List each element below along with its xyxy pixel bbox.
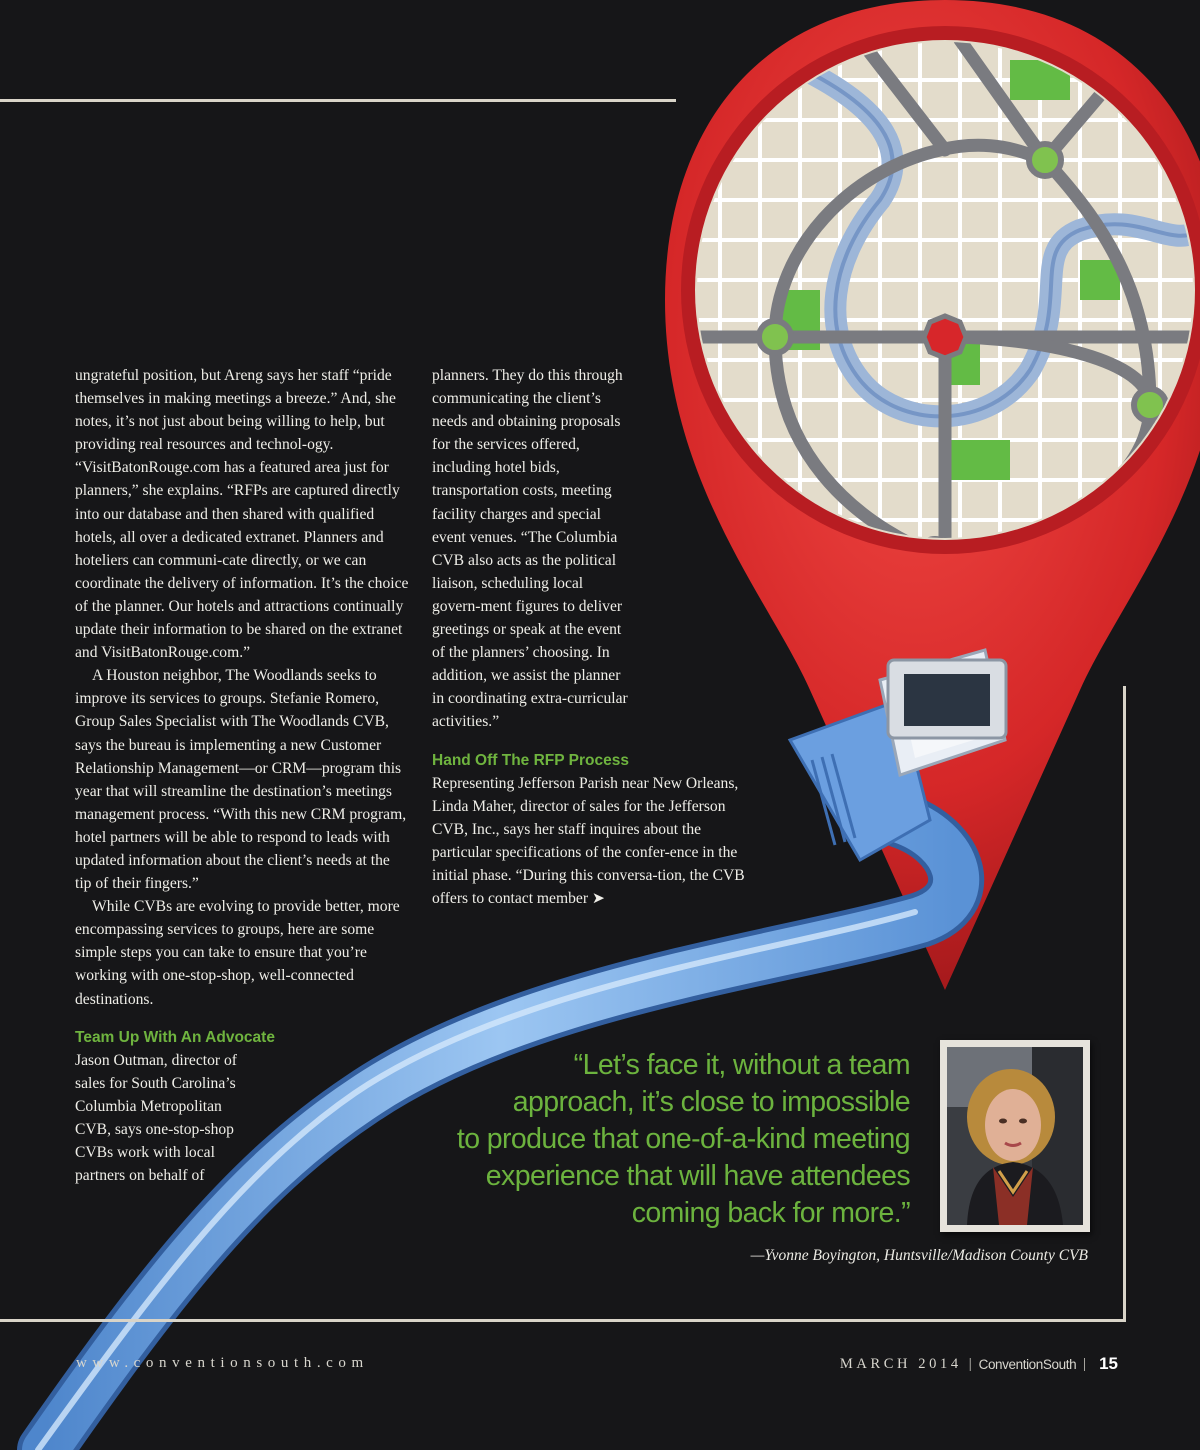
footer-folio bbox=[840, 1354, 1118, 1374]
pull-quote-line: coming back for more.” bbox=[631, 1197, 910, 1229]
article-column-1 bbox=[75, 364, 410, 1187]
paragraph: planners. They do this through communicating the client’s needs and obtaining proposals for the services offered, including hotel bids, transportation costs, meeting facility charges and special event venues. “The Columbia CVB also acts as the political liaison, scheduling local govern-ment figures to deliver greetings or speak at the event of the planners’ choosing. In addition, we assist the planner in coordinating extra-curricular activities.” bbox=[432, 367, 628, 731]
separator: | bbox=[968, 1355, 972, 1372]
paragraph: Representing Jefferson Parish near New Orleans, Linda Maher, director of sales for the Jefferson CVB, Inc., says her staff inquires about the particular specifications of the confer-ence in the initial phase. “During this conversa-tion, the CVB offers to contact member ➤ bbox=[432, 774, 745, 907]
page-number: 15 bbox=[1099, 1354, 1118, 1373]
pull-quote-line: experience that will have attendees bbox=[485, 1160, 910, 1192]
pull-quote-line: approach, it’s close to impossible bbox=[512, 1086, 910, 1118]
quote-attribution: —Yvonne Boyington, Huntsville/Madison County CVB bbox=[750, 1247, 1088, 1264]
separator: | bbox=[1083, 1355, 1087, 1372]
bottom-rule bbox=[0, 1319, 1126, 1322]
footer-url[interactable]: www.conventionsouth.com bbox=[76, 1355, 369, 1371]
issue-date: MARCH 2014 bbox=[839, 1355, 962, 1372]
pull-quote-line: to produce that one-of-a-kind meeting bbox=[456, 1123, 910, 1155]
right-rule bbox=[1123, 686, 1126, 1322]
paragraph: Jason Outman, director of sales for South Carolina’s Columbia Metropolitan CVB, says one-stop-shop CVBs work with local partners on behalf of bbox=[75, 1051, 237, 1185]
paragraph: ungrateful position, but Areng says her staff “pride themselves in making meetings a breeze.” And, she notes, it’s not just about being willing to help, but providing real resources and technol-ogy. “VisitBatonRouge.com has a featured area just for planners,” she explains. “RFPs are captured directly into our database and then shared with qualified hotels, all over a dedicated extranet. Planners and hoteliers can communi-cate directly, or we can coordinate the delivery of information. It’s the choice of the planner. Our hotels and attractions continually update their information to be shared on the extranet and VisitBatonRouge.com.” bbox=[75, 367, 409, 662]
magazine-name: ConventionSouth bbox=[978, 1356, 1077, 1372]
portrait-photo bbox=[940, 1040, 1090, 1232]
paragraph: While CVBs are evolving to provide better, more encompassing services to groups, here are some simple steps you can take to ensure that you’re working with one-stop-shop, well-connected destinations. bbox=[75, 898, 400, 1008]
top-rule bbox=[0, 99, 676, 102]
article-column-2 bbox=[432, 364, 762, 910]
section-heading: Hand Off The RFP Process bbox=[432, 751, 629, 769]
section-heading: Team Up With An Advocate bbox=[75, 1028, 275, 1046]
pull-quote bbox=[390, 1047, 910, 1232]
pull-quote-line: “Let’s face it, without a team bbox=[573, 1049, 910, 1081]
paragraph: A Houston neighbor, The Woodlands seeks to improve its services to groups. Stefanie Romero, Group Sales Specialist with The Woodlands CVB, says the bureau is implementing a new Customer Relationship Management—or CRM—program this year that will streamline the destination’s meetings management process. “With this new CRM program, hotel partners will be able to respond to leads with updated information about the client’s needs at the tip of their fingers.” bbox=[75, 667, 407, 893]
